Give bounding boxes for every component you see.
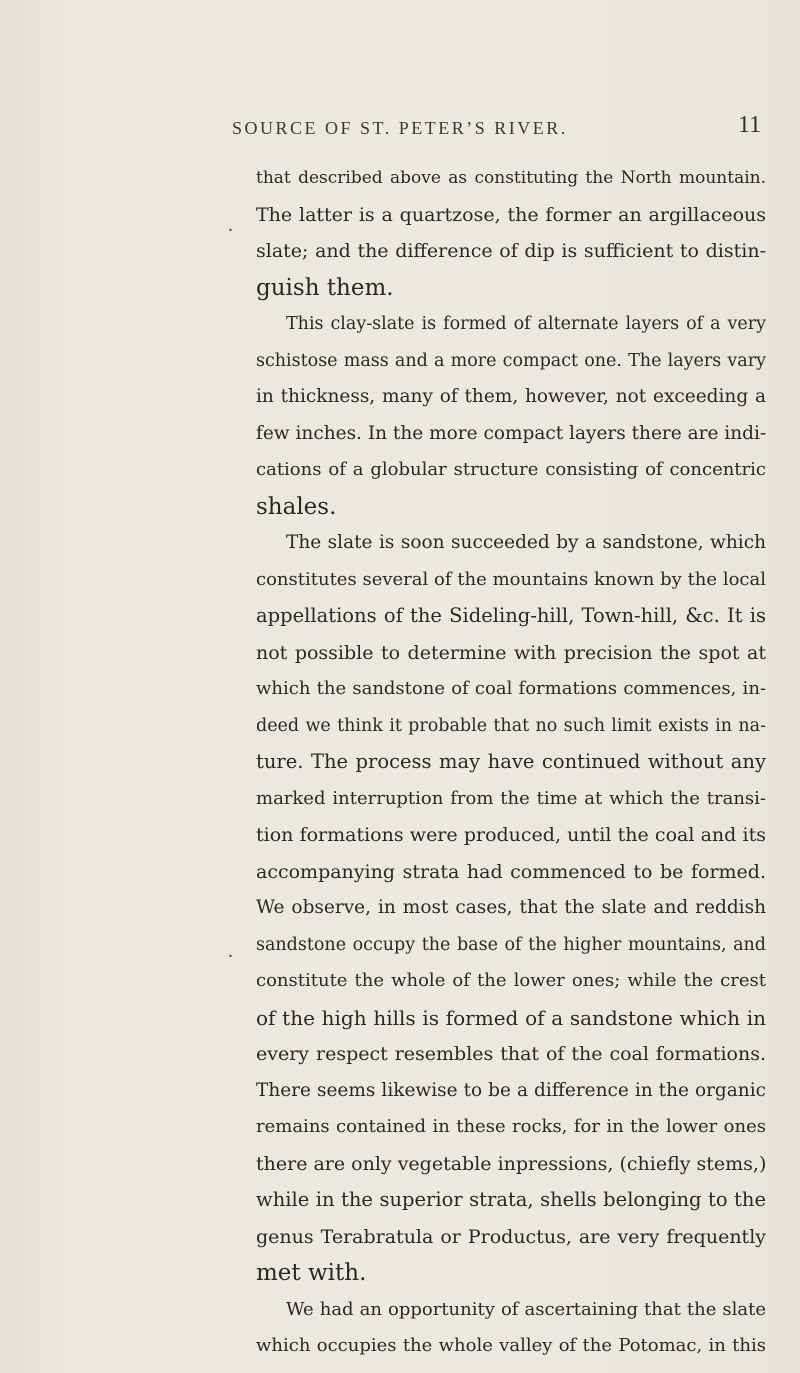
text-line: ture. The process may have continued without any [256,750,766,773]
text-line: accompanying strata had commenced to be formed. [256,860,766,883]
text-line: constitute the whole of the lower ones; while the crest [256,970,766,991]
margin-mark: . [228,940,233,962]
text-line: cations of a globular structure consisting of concentric [256,459,766,480]
paragraph-start-line: This clay-slate is formed of alternate layers of a very [286,314,766,334]
text-line: tion formations were produced, until the coal and its [256,824,766,846]
text-line: sandstone occupy the base of the higher mountains, and [256,934,766,955]
text-line: which the sandstone of coal formations commences, in- [256,678,766,699]
body-text [256,160,766,1365]
text-line: in thickness, many of them, however, not exceeding a [256,386,766,407]
text-line: There seems likewise to be a difference in the organic [256,1079,766,1101]
text-line: of the high hills is formed of a sandstone which in [256,1005,766,1030]
paragraph-start-line: We had an opportunity of ascertaining that the slate [286,1298,766,1320]
paragraph-start-line: The slate is soon succeeded by a sandstone, which [286,532,766,553]
text-line: met with. [256,1260,367,1286]
text-line: slate; and the difference of dip is sufficient to distin- [256,240,766,262]
text-line: The latter is a quartzose, the former an argillaceous [256,203,766,226]
text-line: guish them. [256,274,394,301]
page-number: 11 [738,112,762,138]
text-line: constitutes several of the mountains known by the local [256,568,766,590]
text-line: remains contained in these rocks, for in the lower ones [256,1116,766,1137]
text-line: which occupies the whole valley of the Potomac, in this [256,1335,766,1356]
text-line: while in the superior strata, shells belonging to the [256,1188,766,1211]
text-line: appellations of the Sideling-hill, Town-hill, &c. It is [256,604,766,627]
text-line: there are only vegetable inpressions, (chiefly stems,) [256,1152,767,1175]
text-line: marked interruption from the time at which the transi- [256,787,766,809]
margin-mark: . [228,214,233,236]
text-line: shales. [256,493,337,520]
text-line: deed we think it probable that no such limit exists in na- [256,715,766,736]
text-line: schistose mass and a more compact one. The layers vary [256,350,766,371]
running-head: SOURCE OF ST. PETER’S RIVER. [232,118,568,138]
text-line: We observe, in most cases, that the slate and reddish [256,897,766,918]
text-line: few inches. In the more compact layers there are indi- [256,422,767,444]
text-line: that described above as constituting the North mountain. [256,168,766,188]
text-line: not possible to determine with precision the spot at [256,641,766,664]
text-line: every respect resembles that of the coal formations. [256,1043,766,1065]
text-line: genus Terabratula or Productus, are very frequently [256,1225,766,1248]
